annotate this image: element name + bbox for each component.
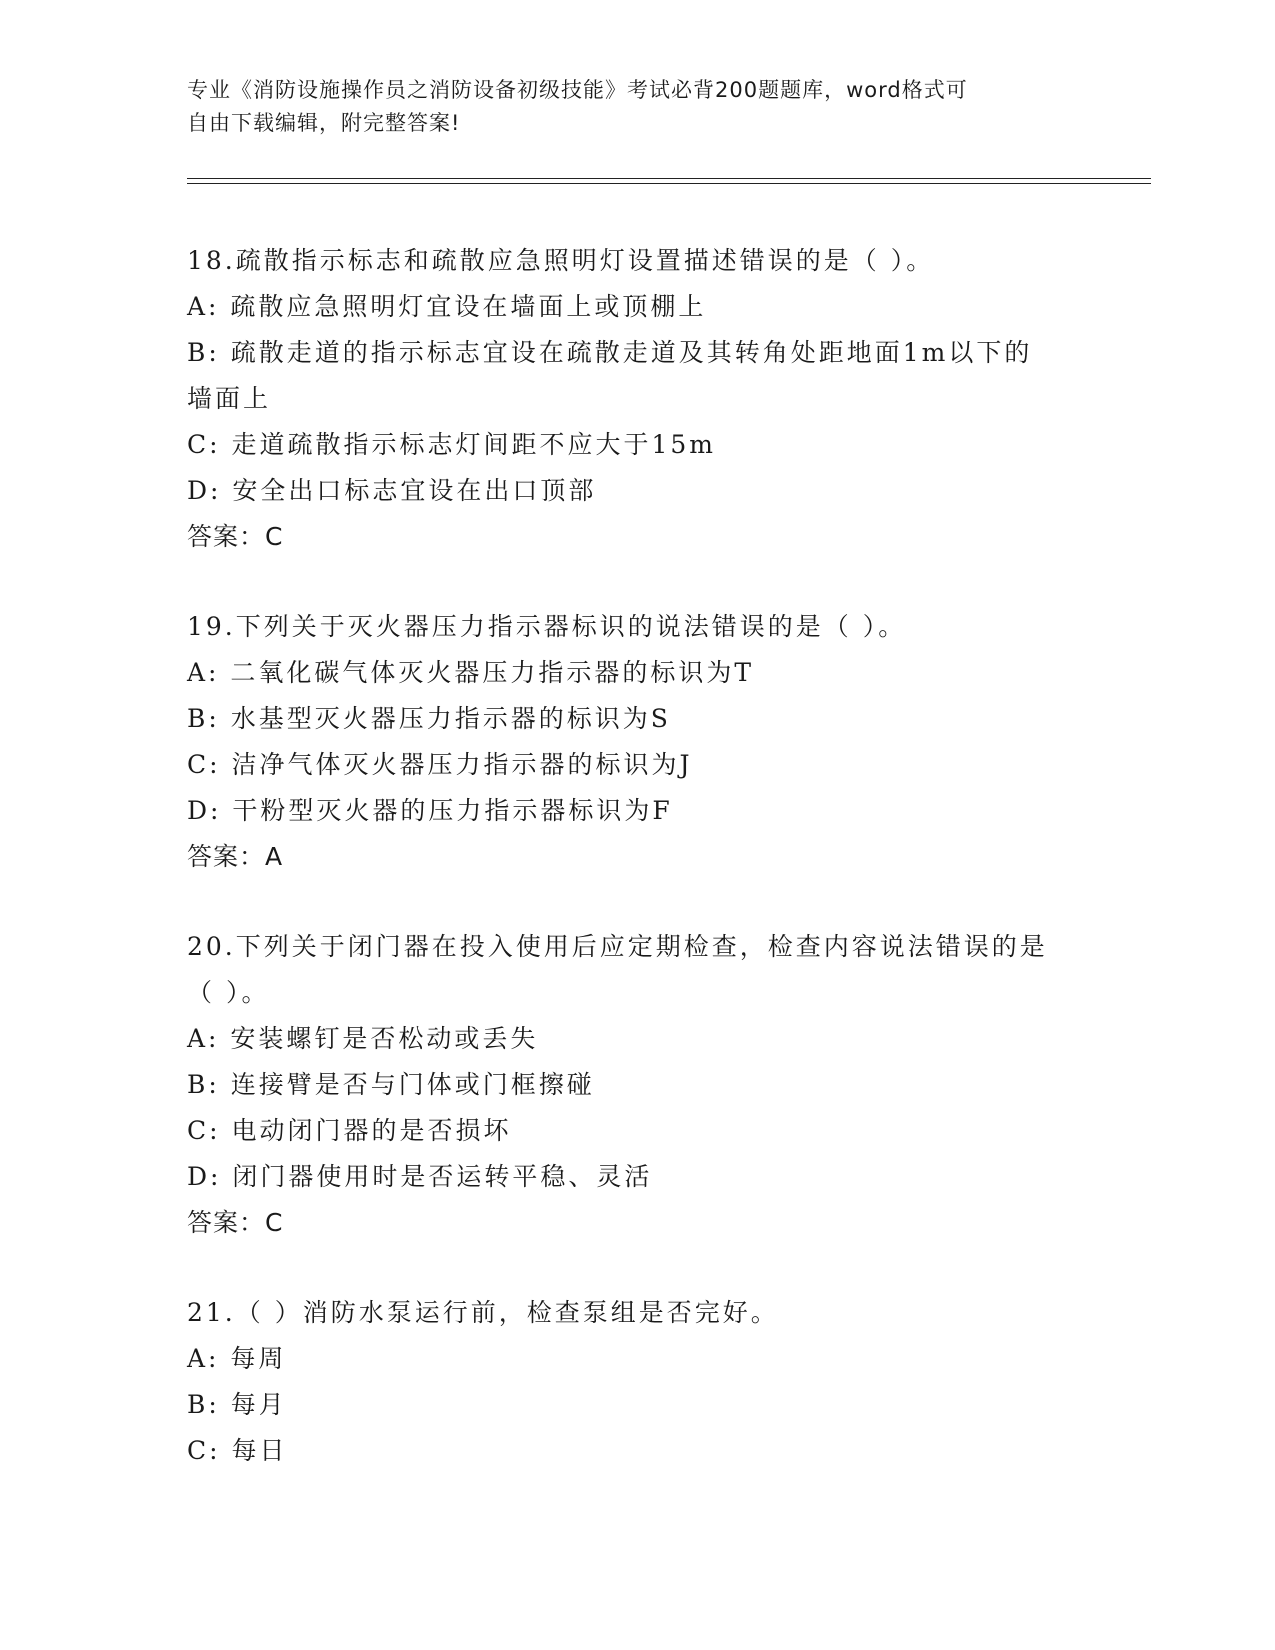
header-divider-top bbox=[187, 178, 1151, 179]
option-b: B: 连接臂是否与门体或门框擦碰 bbox=[187, 1070, 595, 1099]
option-c: C: 洁净气体灭火器压力指示器的标识为J bbox=[187, 750, 693, 779]
question-stem: 21.（ ）消防水泵运行前，检查泵组是否完好。 bbox=[187, 1298, 779, 1327]
question-20 bbox=[187, 924, 1087, 1246]
header-line-2: 自由下载编辑，附完整答案! bbox=[187, 111, 461, 135]
option-b: B: 每月 bbox=[187, 1390, 287, 1419]
answer-line bbox=[187, 834, 1087, 880]
question-stem: 20.下列关于闭门器在投入使用后应定期检查，检查内容说法错误的是 bbox=[187, 932, 1048, 961]
header-divider-bottom bbox=[187, 183, 1151, 184]
option-a: A: 每周 bbox=[187, 1344, 287, 1373]
question-stem: 19.下列关于灭火器压力指示器标识的说法错误的是（ ）。 bbox=[187, 612, 907, 641]
answer-label: 答案： bbox=[187, 522, 266, 551]
option-c: C: 电动闭门器的是否损坏 bbox=[187, 1116, 512, 1145]
option-d: D: 闭门器使用时是否运转平稳、灵活 bbox=[187, 1162, 653, 1191]
question-18 bbox=[187, 238, 1087, 560]
question-list bbox=[187, 238, 1087, 1518]
answer-value: C bbox=[265, 1208, 284, 1237]
option-a: A: 疏散应急照明灯宜设在墙面上或顶棚上 bbox=[187, 292, 707, 321]
option-c: C: 每日 bbox=[187, 1436, 288, 1465]
question-19 bbox=[187, 604, 1087, 880]
question-21 bbox=[187, 1290, 1087, 1474]
option-b-continued: 墙面上 bbox=[187, 384, 272, 413]
option-d: D: 安全出口标志宜设在出口顶部 bbox=[187, 476, 597, 505]
option-b: B: 水基型灭火器压力指示器的标识为S bbox=[187, 704, 671, 733]
header-line-1: 专业《消防设施操作员之消防设备初级技能》考试必背200题题库，word格式可 bbox=[187, 78, 968, 102]
option-a: A: 安装螺钉是否松动或丢失 bbox=[187, 1024, 539, 1053]
answer-line bbox=[187, 514, 1087, 560]
answer-value: C bbox=[265, 522, 284, 551]
answer-value: A bbox=[265, 842, 284, 871]
document-header bbox=[187, 74, 1067, 140]
option-a: A: 二氧化碳气体灭火器压力指示器的标识为T bbox=[187, 658, 755, 687]
option-d: D: 干粉型灭火器的压力指示器标识为F bbox=[187, 796, 673, 825]
answer-line bbox=[187, 1200, 1087, 1246]
answer-label: 答案： bbox=[187, 1208, 266, 1237]
answer-label: 答案： bbox=[187, 842, 266, 871]
option-b: B: 疏散走道的指示标志宜设在疏散走道及其转角处距地面1m以下的 bbox=[187, 338, 1033, 367]
question-stem-continued: （ ）。 bbox=[187, 978, 270, 1007]
option-c: C: 走道疏散指示标志灯间距不应大于15m bbox=[187, 430, 717, 459]
question-stem: 18.疏散指示标志和疏散应急照明灯设置描述错误的是（ ）。 bbox=[187, 246, 935, 275]
